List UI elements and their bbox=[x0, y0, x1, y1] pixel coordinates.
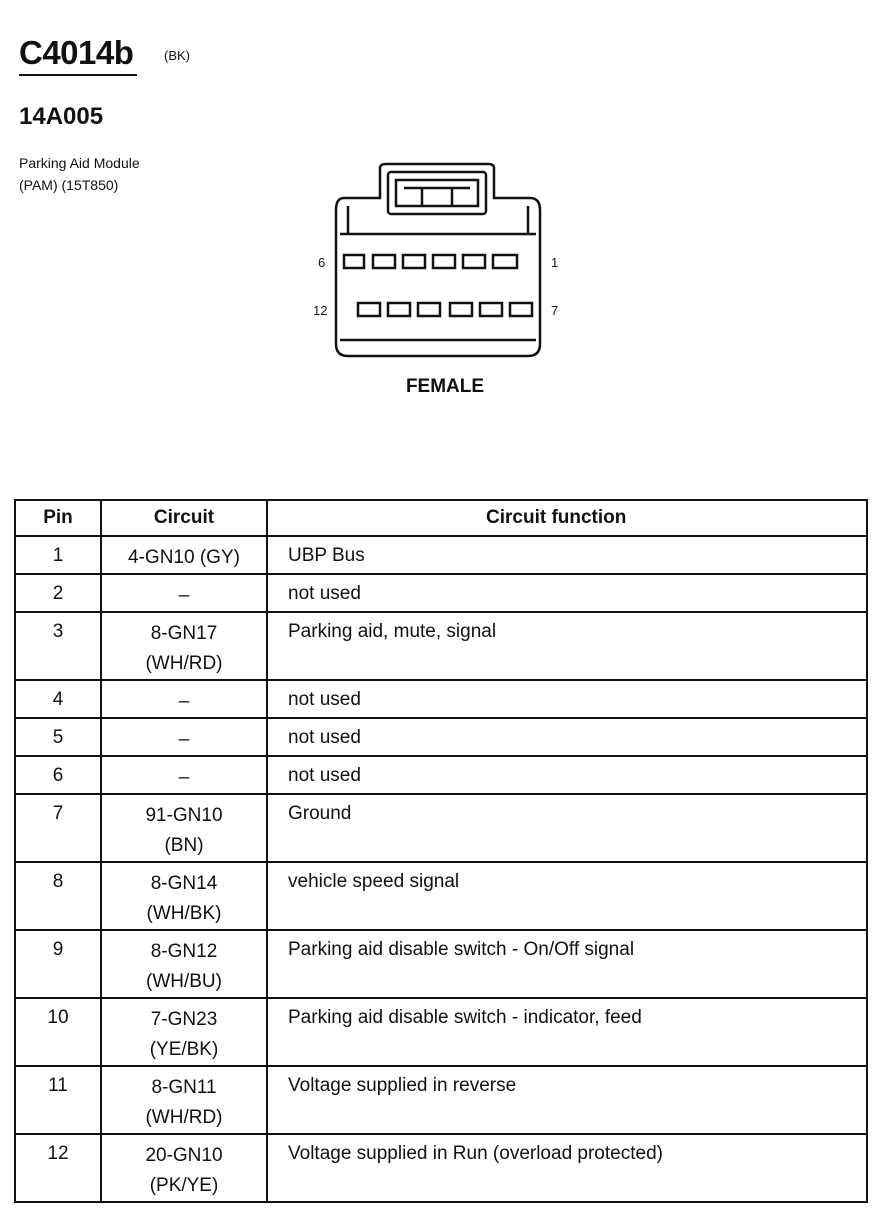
cell-circuit bbox=[101, 1066, 267, 1134]
cell-circuit bbox=[101, 536, 267, 574]
connector-housing bbox=[336, 164, 540, 356]
pin-cavity-9 bbox=[450, 303, 472, 316]
circuit-wire-color: (YE/BK) bbox=[149, 1039, 219, 1060]
cell-pin: 5 bbox=[15, 718, 101, 756]
pin-cavity-3 bbox=[433, 255, 455, 268]
pin-cavity-4 bbox=[403, 255, 425, 268]
cell-circuit bbox=[101, 718, 267, 756]
cell-circuit-function: Parking aid disable switch - indicator, feed bbox=[267, 998, 867, 1066]
cell-circuit bbox=[101, 574, 267, 612]
table-row bbox=[15, 1066, 867, 1134]
pin-cavity-10 bbox=[418, 303, 440, 316]
cell-circuit bbox=[101, 862, 267, 930]
table-row bbox=[15, 794, 867, 862]
circuit-wire-color: (BN) bbox=[164, 835, 204, 856]
table-row bbox=[15, 998, 867, 1066]
circuit-code: – bbox=[178, 767, 190, 788]
cell-pin: 4 bbox=[15, 680, 101, 718]
pin-row-bottom bbox=[358, 303, 532, 316]
circuit-wire-color: (WH/BU) bbox=[146, 971, 222, 992]
cell-circuit-function: Voltage supplied in reverse bbox=[267, 1066, 867, 1134]
pinout-table bbox=[14, 499, 868, 1203]
circuit-wire-color: (WH/RD) bbox=[145, 1107, 223, 1128]
cell-pin: 11 bbox=[15, 1066, 101, 1134]
circuit-code: – bbox=[178, 585, 190, 606]
cell-pin: 12 bbox=[15, 1134, 101, 1202]
circuit-code: – bbox=[178, 691, 190, 712]
pin-row-top bbox=[344, 255, 517, 268]
table-row bbox=[15, 930, 867, 998]
circuit-wire-color: (WH/BK) bbox=[146, 903, 222, 924]
table-header-row bbox=[15, 500, 867, 536]
cell-circuit-function: vehicle speed signal bbox=[267, 862, 867, 930]
pin-cavity-5 bbox=[373, 255, 395, 268]
connector-color: (BK) bbox=[164, 48, 190, 63]
module-name-line2: (PAM) (15T850) bbox=[19, 177, 119, 193]
cell-circuit bbox=[101, 794, 267, 862]
module-name-line1: Parking Aid Module bbox=[19, 155, 140, 171]
circuit-code: 8-GN11 bbox=[151, 1077, 217, 1098]
cell-circuit-function: UBP Bus bbox=[267, 536, 867, 574]
circuit-wire-color: (PK/YE) bbox=[149, 1175, 219, 1196]
pin-cavity-7 bbox=[510, 303, 532, 316]
module-name bbox=[19, 152, 140, 196]
pin-label-7: 7 bbox=[551, 303, 559, 318]
cell-circuit-function: Voltage supplied in Run (overload protected) bbox=[267, 1134, 867, 1202]
cell-circuit-function: not used bbox=[267, 574, 867, 612]
table-row bbox=[15, 718, 867, 756]
table-row bbox=[15, 680, 867, 718]
pin-label-1: 1 bbox=[551, 255, 559, 270]
pin-label-12: 12 bbox=[313, 303, 328, 318]
pin-cavity-1 bbox=[493, 255, 517, 268]
part-number: 14A005 bbox=[19, 103, 104, 130]
table-row bbox=[15, 756, 867, 794]
circuit-code: 91-GN10 bbox=[145, 805, 223, 826]
cell-circuit bbox=[101, 680, 267, 718]
cell-pin: 7 bbox=[15, 794, 101, 862]
cell-circuit bbox=[101, 612, 267, 680]
cell-circuit-function: not used bbox=[267, 718, 867, 756]
cell-circuit-function: not used bbox=[267, 756, 867, 794]
circuit-code: 8-GN14 bbox=[150, 873, 218, 894]
circuit-code: 8-GN17 bbox=[150, 623, 218, 644]
cell-pin: 3 bbox=[15, 612, 101, 680]
pin-label-6: 6 bbox=[318, 255, 326, 270]
pinout-rows bbox=[15, 536, 867, 1202]
circuit-wire-color: (WH/RD) bbox=[145, 653, 223, 674]
pin-cavity-6 bbox=[344, 255, 364, 268]
cell-pin: 2 bbox=[15, 574, 101, 612]
cell-circuit-function: not used bbox=[267, 680, 867, 718]
connector-id: C4014b bbox=[19, 34, 134, 71]
cell-pin: 1 bbox=[15, 536, 101, 574]
pin-cavity-12 bbox=[358, 303, 380, 316]
cell-circuit bbox=[101, 756, 267, 794]
connector-gender-label: FEMALE bbox=[405, 376, 485, 397]
cell-circuit-function: Ground bbox=[267, 794, 867, 862]
cell-pin: 9 bbox=[15, 930, 101, 998]
cell-circuit-function: Parking aid disable switch - On/Off signal bbox=[267, 930, 867, 998]
table-row bbox=[15, 862, 867, 930]
header-circuit: Circuit bbox=[101, 500, 267, 536]
cell-circuit bbox=[101, 1134, 267, 1202]
table-row bbox=[15, 574, 867, 612]
pin-cavity-8 bbox=[480, 303, 502, 316]
header-pin: Pin bbox=[15, 500, 101, 536]
cell-circuit-function: Parking aid, mute, signal bbox=[267, 612, 867, 680]
connector-face-diagram bbox=[300, 160, 580, 365]
connector-id-underline bbox=[19, 74, 137, 76]
table-row bbox=[15, 1134, 867, 1202]
header-circuit-function: Circuit function bbox=[267, 500, 867, 536]
circuit-code: – bbox=[178, 729, 190, 750]
cell-circuit bbox=[101, 998, 267, 1066]
cell-pin: 8 bbox=[15, 862, 101, 930]
cell-pin: 6 bbox=[15, 756, 101, 794]
pin-cavity-2 bbox=[463, 255, 485, 268]
pin-cavity-11 bbox=[388, 303, 410, 316]
connector-latch bbox=[388, 172, 486, 214]
circuit-code: 20-GN10 bbox=[145, 1145, 223, 1166]
circuit-code: 4-GN10 (GY) bbox=[128, 547, 240, 568]
cell-circuit bbox=[101, 930, 267, 998]
cell-pin: 10 bbox=[15, 998, 101, 1066]
circuit-code: 8-GN12 bbox=[150, 941, 218, 962]
table-row bbox=[15, 612, 867, 680]
circuit-code: 7-GN23 bbox=[150, 1009, 218, 1030]
table-row bbox=[15, 536, 867, 574]
